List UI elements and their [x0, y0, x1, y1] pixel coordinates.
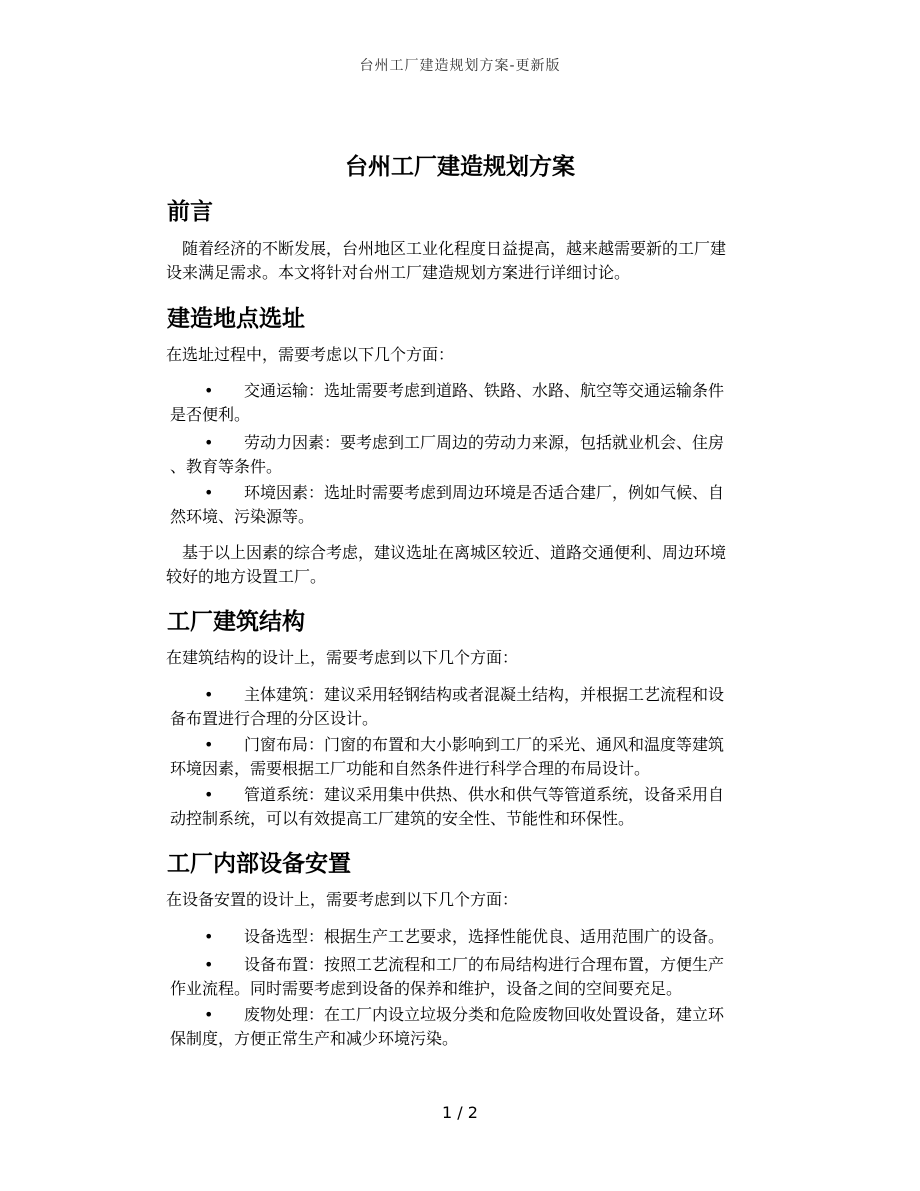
bullet-icon: • [204, 433, 214, 452]
document-title: 台州工厂建造规划方案 [345, 154, 575, 180]
equipment-intro: 在设备安置的设计上，需要考虑到以下几个方面： [166, 890, 519, 909]
preface-line-1: 随着经济的不断发展，台州地区工业化程度日益提高，越来越需要新的工厂建 [166, 239, 727, 258]
bullet-icon: • [204, 381, 214, 400]
preface-line-2: 设来满足需求。本文将针对台州工厂建造规划方案进行详细讨论。 [166, 263, 631, 282]
site-bullet-1: • 交通运输：选址需要考虑到道路、铁路、水路、航空等交通运输条件 [170, 379, 790, 403]
heading-building-structure: 工厂建筑结构 [167, 609, 305, 635]
heading-preface: 前言 [167, 199, 213, 225]
site-bullet-2-cont: 、教育等条件。 [170, 457, 283, 476]
equipment-bullet-3: • 废物处理：在工厂内设立垃圾分类和危险废物回收处置设备，建立环 [170, 1003, 790, 1027]
bullet-icon: • [204, 1005, 214, 1024]
equipment-bullet-2: • 设备布置：按照工艺流程和工厂的布局结构进行合理布置，方便生产 [170, 953, 790, 977]
site-conclusion-line-2: 较好的地方设置工厂。 [166, 567, 327, 586]
structure-intro: 在建筑结构的设计上，需要考虑到以下几个方面： [166, 648, 519, 667]
structure-bullet-1: • 主体建筑：建议采用轻钢结构或者混凝土结构，并根据工艺流程和设 [170, 683, 790, 707]
site-bullet-3: • 环境因素：选址时需要考虑到周边环境是否适合建厂，例如气候、自 [170, 481, 790, 505]
equipment-bullet-1: • 设备选型：根据生产工艺要求，选择性能优良、适用范围广的设备。 [170, 925, 790, 949]
bullet-icon: • [204, 927, 214, 946]
site-conclusion-line-1: 基于以上因素的综合考虑，建议选址在离城区较近、道路交通便利、周边环境 [166, 543, 727, 562]
bullet-icon: • [204, 955, 214, 974]
site-bullet-1-cont: 是否便利。 [170, 405, 251, 424]
structure-bullet-2-cont: 环境因素，需要根据工厂功能和自然条件进行科学合理的布局设计。 [170, 759, 651, 778]
heading-site-selection: 建造地点选址 [167, 306, 305, 332]
heading-equipment: 工厂内部设备安置 [167, 851, 351, 877]
site-bullet-3-cont: 然环境、污染源等。 [170, 507, 315, 526]
bullet-icon: • [204, 785, 214, 804]
structure-bullet-2: • 门窗布局：门窗的布置和大小影响到工厂的采光、通风和温度等建筑 [170, 733, 790, 757]
site-bullet-2: • 劳动力因素：要考虑到工厂周边的劳动力来源，包括就业机会、住房 [170, 431, 790, 455]
equipment-bullet-3-cont: 保制度，方便正常生产和减少环境污染。 [170, 1029, 459, 1048]
bullet-icon: • [204, 735, 214, 754]
site-intro: 在选址过程中，需要考虑以下几个方面： [166, 345, 455, 364]
equipment-bullet-2-cont: 作业流程。同时需要考虑到设备的保养和维护，设备之间的空间要充足。 [170, 979, 683, 998]
structure-bullet-1-cont: 备布置进行合理的分区设计。 [170, 709, 379, 728]
structure-bullet-3-cont: 动控制系统，可以有效提高工厂建筑的安全性、节能性和环保性。 [170, 809, 635, 828]
structure-bullet-3: • 管道系统：建议采用集中供热、供水和供气等管道系统，设备采用自 [170, 783, 790, 807]
bullet-icon: • [204, 685, 214, 704]
page-number: 1 / 2 [442, 1103, 478, 1122]
bullet-icon: • [204, 483, 214, 502]
page-header: 台州工厂建造规划方案-更新版 [359, 58, 561, 74]
